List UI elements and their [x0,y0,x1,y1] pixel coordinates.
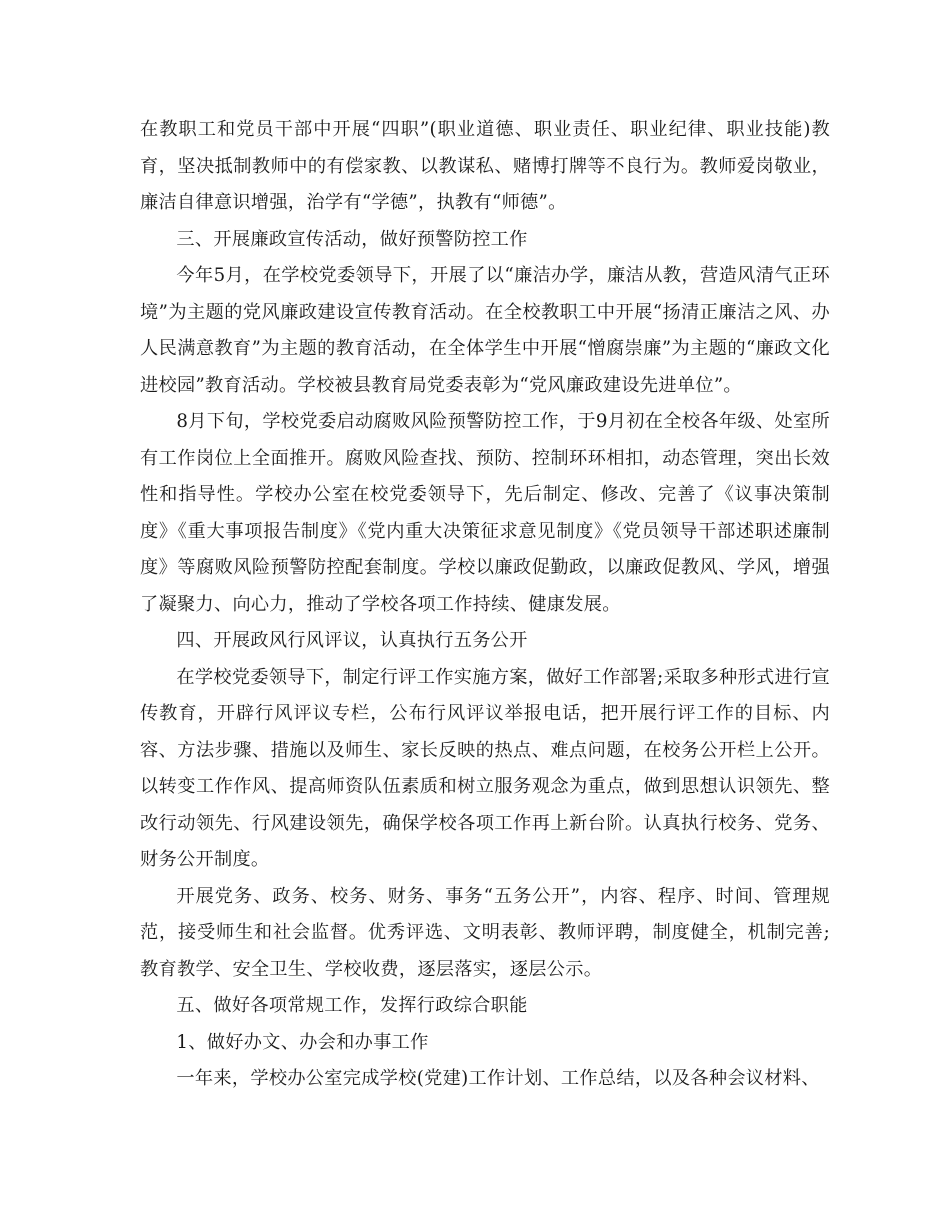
section-heading-4: 四、开展政风行风评议，认真执行五务公开 [176,630,528,651]
section-heading-5: 五、做好各项常规工作，发挥行政综合职能 [176,995,528,1016]
document-body [140,112,830,1098]
subsection-heading-1: 1、做好办文、办会和办事工作 [176,1031,429,1053]
paragraph-style-evaluation: 在学校党委领导下，制定行评工作实施方案，做好工作部署;采取多种形式进行宣传教育，开辟行风评议专栏，公布行风评议举报电话，把开展行评工作的目标、内容、方法步骤、措施以及师生、家长反映的热点、难点问题，在校务公开栏上公开。以转变工作作风、提高师资队伍素质和树立服务观念为重点，做到思想认识领先、整改行动领先、行风建设领先，确保学校各项工作再上新台阶。认真执行校务、党务、财务公开制度。 [140,666,830,870]
paragraph-five-disclosures: 开展党务、政务、校务、财务、事务“五务公开”，内容、程序、时间、管理规范，接受师生和社会监督。优秀评选、文明表彰、教师评聘，制度健全，机制完善;教育教学、安全卫生、学校收费，逐层落实，逐层公示。 [140,885,830,980]
paragraph-risk-prevention: 8月下旬，学校党委启动腐败风险预警防控工作，于9月初在全校各年级、处室所有工作岗位上全面推开。腐败风险查找、预防、控制环环相扣，动态管理，突出长效性和指导性。学校办公室在校党委领导下，先后制定、修改、完善了《议事决策制度》《重大事项报告制度》《党内重大决策征求意见制度》《党员领导干部述职述廉制度》等腐败风险预警防控配套制度。学校以廉政促勤政，以廉政促教风、学风，增强了凝聚力、向心力，推动了学校各项工作持续、健康发展。 [140,411,830,615]
paragraph-continuation: 在教职工和党员干部中开展“四职”(职业道德、职业责任、职业纪律、职业技能)教育，坚决抵制教师中的有偿家教、以教谋私、赌博打牌等不良行为。教师爱岗敬业，廉洁自律意识增强，治学有“学德”，执教有“师德”。 [140,119,830,213]
section-heading-3: 三、开展廉政宣传活动，做好预警防控工作 [176,228,528,250]
paragraph-office-work: 一年来，学校办公室完成学校(党建)工作计划、工作总结，以及各种会议材料、 [176,1068,820,1089]
paragraph-publicity-campaign: 今年5月，在学校党委领导下，开展了以“廉洁办学，廉洁从教，营造风清气正环境”为主题的党风廉政建设宣传教育活动。在全校教职工中开展“扬清正廉洁之风、办人民满意教育”为主题的教育活动，在全体学生中开展“憎腐崇廉”为主题的“廉政文化进校园”教育活动。学校被县教育局党委表彰为“党风廉政建设先进单位”。 [140,265,830,396]
